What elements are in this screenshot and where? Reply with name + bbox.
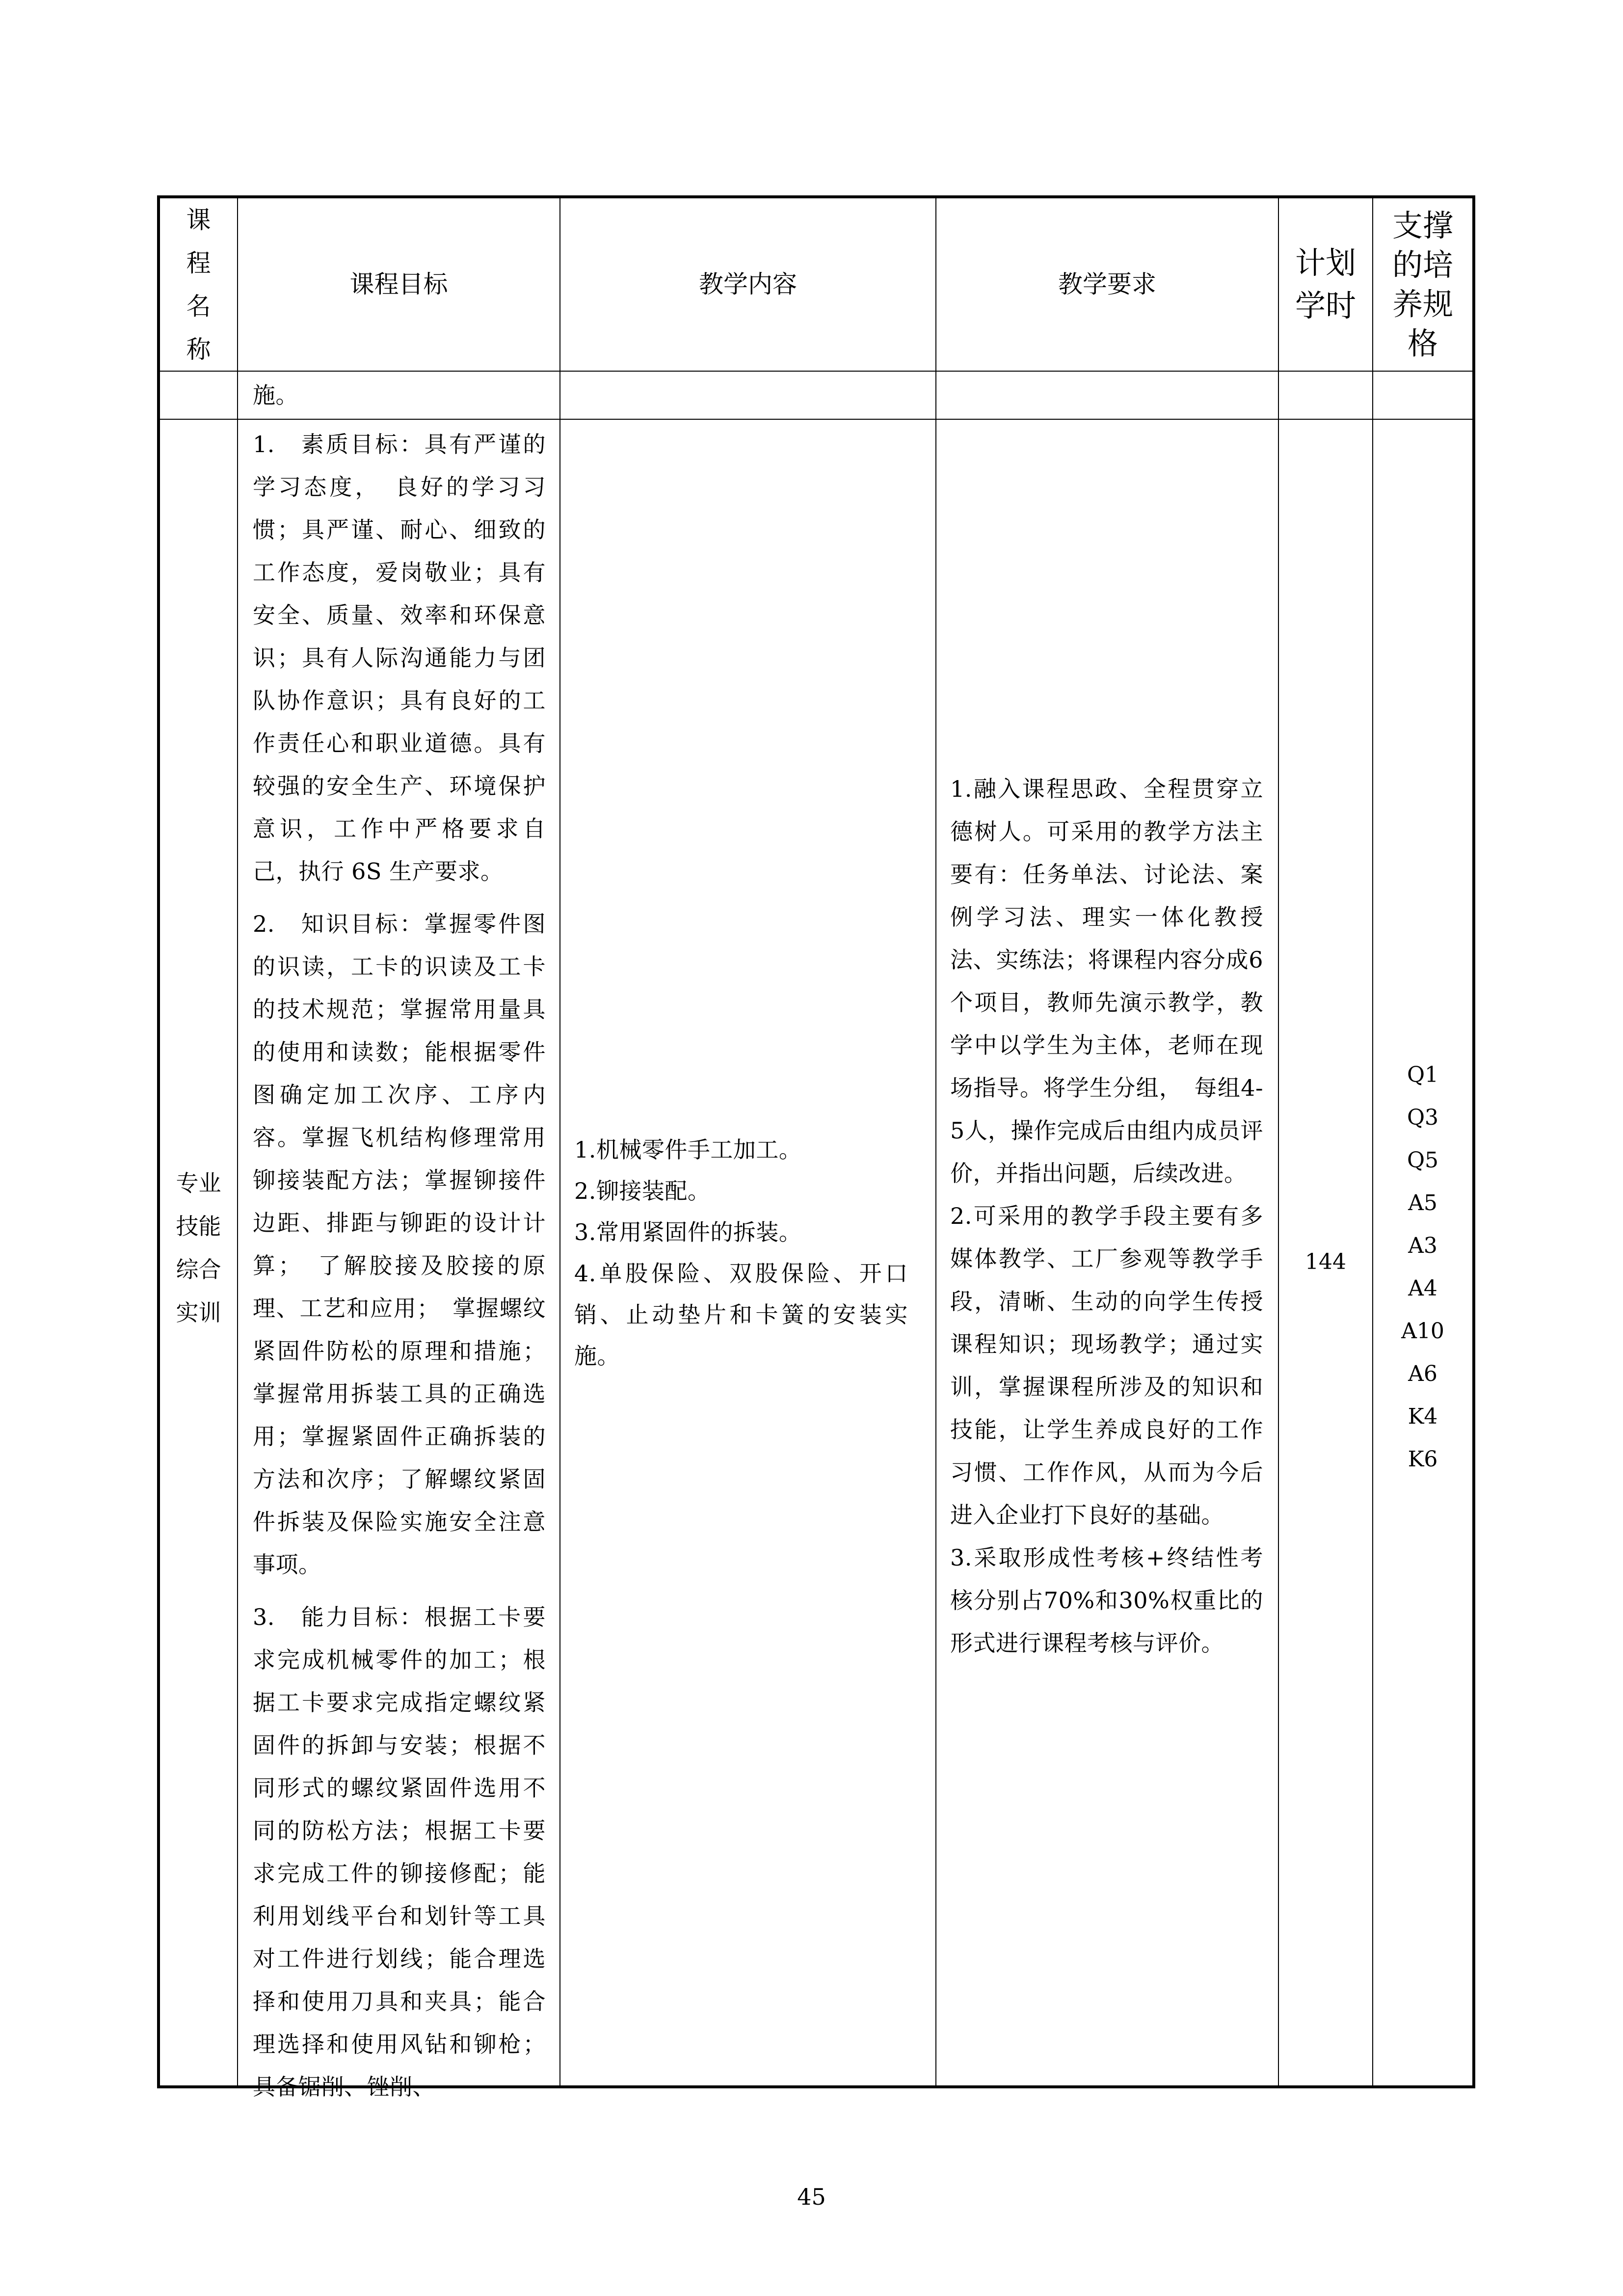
course-name-line: 技能 [176,1213,221,1240]
header-line: 格 [1407,325,1438,361]
row-divider [157,419,1475,420]
header-course-goal: 课程目标 [349,270,448,298]
header-line: 养规 [1392,286,1453,322]
header-char: 称 [186,335,211,364]
spec-id: K4 [1408,1404,1438,1429]
header-teaching-requirements: 教学要求 [1058,270,1156,298]
column-divider [1278,195,1279,2088]
spec-id: Q3 [1407,1105,1439,1130]
spec-id: K6 [1408,1447,1438,1472]
header-line: 支撑 [1392,207,1453,243]
spec-id: A4 [1408,1276,1437,1301]
header-line: 计划 [1295,244,1356,281]
course-name-line: 专业 [176,1169,221,1196]
course-goal-cell [253,423,546,2100]
course-goal-paragraph: 1. 素质目标：具有严谨的学习态度， 良好的学习习惯；具严谨、耐心、细致的工作态度，爱岗敬业；具有安全、质量、效率和环保意识；具有人际沟通能力与团队协作意识；具有良好的工作责任心和职业道德。具有较强的安全生产、环境保护意识，工作中严格要求自己，执行 6S 生产要求。 [253,431,546,885]
header-course-name [160,198,237,371]
header-line: 的培 [1392,246,1453,283]
row-divider [157,371,1475,372]
header-char: 课 [186,205,211,234]
header-char: 程 [186,248,211,277]
course-name-cell [160,420,237,2085]
spec-id: A3 [1408,1233,1437,1258]
course-name-line: 综合 [176,1256,221,1283]
teaching-content-item: 1.机械零件手工加工。 [574,1136,802,1163]
continuation-goal-text: 施。 [253,382,298,408]
course-goal-paragraph: 3. 能力目标：根据工卡要求完成机械零件的加工；根据工卡要求完成指定螺纹紧固件的拆卸与安装；根据不同形式的螺纹紧固件选用不同的防松方法；根据工卡要求完成工件的铆接修配；能利用划线平台和划针等工具对工件进行划线；能合理选择和使用刀具和夹具；能合理选择和使用风钻和铆枪；具备锯削、锉削、 [253,1604,546,2100]
column-divider [935,195,936,2088]
teaching-requirements-cell [950,768,1263,1799]
spec-id: Q1 [1407,1062,1439,1087]
header-planned-hours [1279,198,1372,371]
course-name-line: 实训 [176,1299,221,1326]
teaching-content-cell [574,1129,908,1394]
spec-id: Q5 [1407,1148,1439,1173]
course-goal-paragraph: 2. 知识目标：掌握零件图的识读，工卡的识读及工卡的技术规范；掌握常用量具的使用和读数；能根据零件图确定加工次序、工序内容。掌握飞机结构修理常用铆接装配方法；掌握铆接件边距、排距与铆距的设计计算； 了解胶接及胶接的原理、工艺和应用； 掌握螺纹紧固件防松的原理和措施；掌握常用拆装工具的正确选用；掌握紧固件正确拆装的方法和次序；了解螺纹紧固件拆装及保险实施安全注意事项。 [253,911,546,1578]
teaching-content-item: 2.铆接装配。 [574,1178,711,1204]
spec-id: A6 [1408,1361,1437,1386]
teaching-requirement-item: 3.采取形成性考核+终结性考核分别占70%和30%权重比的形式进行课程考核与评价。 [950,1544,1263,1656]
header-teaching-content: 教学内容 [699,270,797,298]
teaching-requirement-item: 2.可采用的教学手段主要有多媒体教学、工厂参观等教学手段，清晰、生动的向学生传授课程知识；现场教学；通过实训，掌握课程所涉及的知识和技能，让学生养成良好的工作习惯、工作作风，从而为今后进入企业打下良好的基础。 [950,1203,1263,1528]
header-line: 学时 [1295,287,1356,324]
spec-id: A10 [1401,1319,1444,1344]
header-supporting-specs [1373,198,1472,371]
spec-ids-cell [1373,1053,1472,1486]
header-char: 名 [186,292,211,321]
teaching-content-item: 3.常用紧固件的拆装。 [574,1219,802,1245]
teaching-requirement-item: 1.融入课程思政、全程贯穿立德树人。可采用的教学方法主要有：任务单法、讨论法、案例学习法、理实一体化教授法、实练法；将课程内容分成6个项目，教师先演示教学，教学中以学生为主体，老师在现场指导。将学生分组， 每组4-5人，操作完成后由组内成员评价，并指出问题，后续改进。 [950,776,1263,1187]
column-divider [237,195,238,2088]
teaching-content-item: 4.单股保险、双股保险、开口销、止动垫片和卡簧的安装实施。 [574,1260,908,1369]
spec-id: A5 [1408,1190,1437,1216]
page-number: 45 [797,2184,826,2210]
column-divider [559,195,560,2088]
planned-hours-value: 144 [1305,1249,1346,1274]
